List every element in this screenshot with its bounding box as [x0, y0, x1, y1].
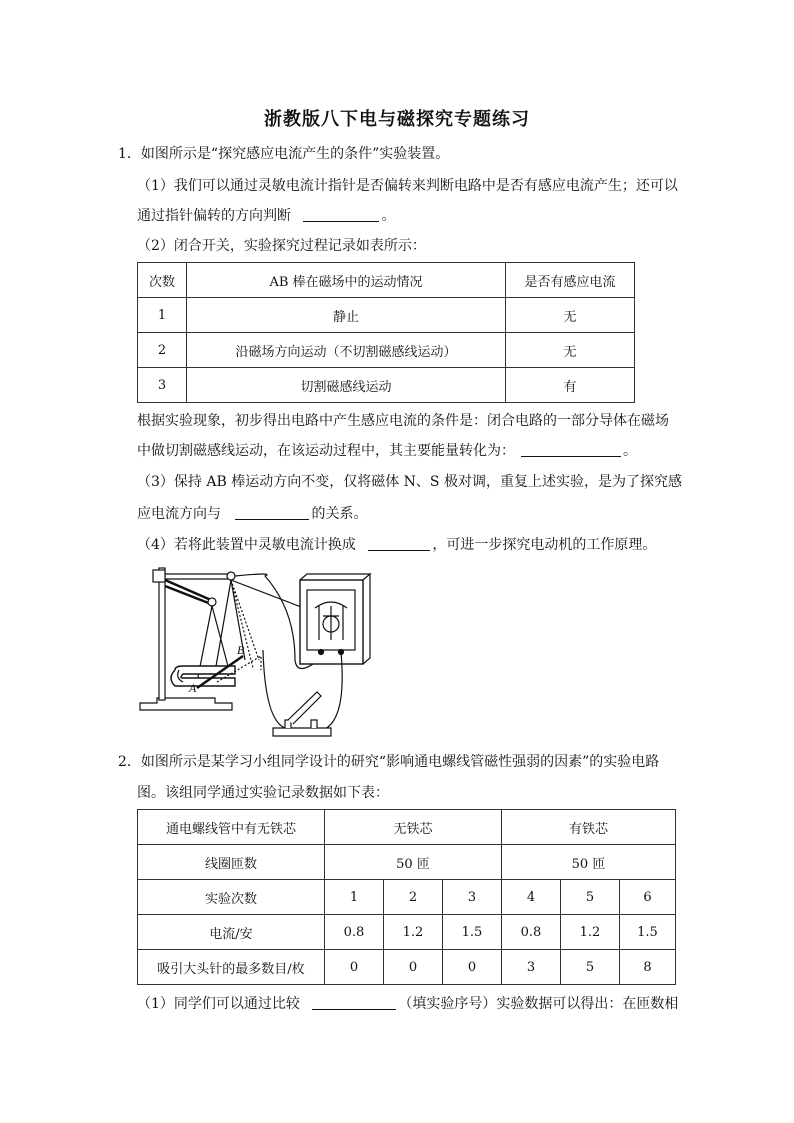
q1-part4-end: ，可进一步探究电动机的工作原理。	[432, 537, 657, 553]
table-cell: 6	[620, 880, 676, 915]
table-cell: 50 匝	[325, 845, 502, 880]
q1-table	[137, 262, 635, 403]
table-cell: 1	[325, 880, 384, 915]
table-cell: 3	[138, 368, 187, 403]
induction-apparatus-figure	[135, 560, 375, 745]
table-cell: 5	[561, 950, 620, 985]
table-header-cell: 通电螺线管中有无铁芯	[138, 810, 325, 845]
q1-conclusion-line2-text: 中做切割磁感线运动，在该运动过程中，其主要能量转化为：	[137, 443, 515, 459]
table-cell: 3	[443, 880, 502, 915]
answer-blank[interactable]	[368, 536, 430, 551]
q2-table	[137, 809, 676, 985]
table-cell: 0	[443, 950, 502, 985]
q1-part1-line2-end: 。	[381, 208, 396, 224]
table-cell: 4	[502, 880, 561, 915]
table-cell: 电流/安	[138, 915, 325, 950]
switch-base	[273, 728, 331, 736]
table-header-cell: 次数	[138, 263, 187, 298]
table-cell: 1.2	[561, 915, 620, 950]
q1-part1-line1: （1）我们可以通过灵敏电流计指针是否偏转来判断电路中是否有感应电流产生；还可以	[137, 178, 678, 194]
q2-part1-text: （1）同学们可以通过比较	[137, 996, 300, 1012]
q2-stem-line1: 2．如图所示是某学习小组同学设计的研究“影响通电螺线管磁性强弱的因素”的实验电路	[118, 754, 660, 770]
table-row	[138, 333, 635, 368]
wire-switch-left	[263, 650, 285, 728]
table-header-cell: 有铁芯	[502, 810, 676, 845]
table-cell: 1.5	[443, 915, 502, 950]
table-cell: 切割磁感线运动	[187, 368, 506, 403]
q2-part1-end: （填实验序号）实验数据可以得出：在匝数相	[398, 996, 679, 1012]
q1-part3-line2-text: 应电流方向与	[137, 506, 221, 522]
table-header-cell: AB 棒在磁场中的运动情况	[187, 263, 506, 298]
table-row	[138, 880, 676, 915]
q1-part3-line2-end: 的关系。	[311, 506, 368, 522]
table-cell: 实验次数	[138, 880, 325, 915]
table-cell: 1	[138, 298, 187, 333]
table-cell: 2	[384, 880, 443, 915]
answer-blank[interactable]	[521, 442, 621, 457]
table-cell: 静止	[187, 298, 506, 333]
table-cell: 3	[502, 950, 561, 985]
pivot-left	[208, 598, 216, 606]
table-header-cell: 是否有感应电流	[506, 263, 635, 298]
q1-part4	[137, 535, 656, 555]
q1-part1-line2	[137, 206, 395, 226]
answer-blank[interactable]	[235, 505, 309, 520]
table-row	[138, 368, 635, 403]
table-row	[138, 845, 676, 880]
label-a: A	[189, 681, 197, 695]
answer-blank[interactable]	[312, 995, 396, 1010]
page-title: 浙教版八下电与磁探究专题练习	[264, 109, 530, 130]
q1-conclusion-line1: 根据实验现象，初步得出电路中产生感应电流的条件是：闭合电路的一部分导体在磁场	[137, 413, 669, 429]
table-cell: 线圈匝数	[138, 845, 325, 880]
table-row	[138, 915, 676, 950]
table-cell: 有	[506, 368, 635, 403]
table-cell: 无	[506, 333, 635, 368]
table-cell: 0	[325, 950, 384, 985]
table-cell: 0	[384, 950, 443, 985]
table-row	[138, 298, 635, 333]
q1-part1-line2-text: 通过指针偏转的方向判断	[137, 208, 291, 224]
stand-rod	[159, 568, 165, 700]
label-b: B	[237, 643, 245, 657]
table-cell: 8	[620, 950, 676, 985]
q1-part4-text: （4）若将此装置中灵敏电流计换成	[137, 537, 356, 553]
dashed-wires	[231, 580, 259, 668]
table-cell: 5	[561, 880, 620, 915]
q2-stem-line2: 图。该组同学通过实验记录数据如下表：	[137, 785, 389, 801]
q2-part1	[137, 994, 678, 1014]
table-cell: 1.2	[384, 915, 443, 950]
table-header-cell: 无铁芯	[325, 810, 502, 845]
table-cell: 1.5	[620, 915, 676, 950]
table-cell: 沿磁场方向运动（不切割磁感线运动）	[187, 333, 506, 368]
q1-conclusion-line2-end: 。	[623, 443, 637, 459]
table-row	[138, 810, 676, 845]
table-cell: 吸引大头针的最多数目/枚	[138, 950, 325, 985]
table-row	[138, 263, 635, 298]
table-cell: 2	[138, 333, 187, 368]
table-cell: 0.8	[502, 915, 561, 950]
table-cell: 50 匝	[502, 845, 676, 880]
table-cell: 无	[506, 298, 635, 333]
switch-lever	[288, 692, 321, 724]
diagonal-arm	[165, 580, 211, 604]
terminal-left	[319, 650, 324, 655]
q1-part3-line2	[137, 504, 367, 524]
q1-stem: 1．如图所示是“探究感应电流产生的条件”实验装置。	[118, 146, 450, 162]
stand-clamp	[153, 570, 165, 582]
table-cell: 0.8	[325, 915, 384, 950]
q1-part2-text: （2）闭合开关，实验探究过程记录如表所示：	[137, 238, 426, 254]
stand-base	[140, 698, 232, 710]
table-row	[138, 950, 676, 985]
q1-conclusion-line2	[137, 441, 637, 461]
pivot-right	[227, 572, 235, 580]
answer-blank[interactable]	[303, 207, 379, 222]
q1-part3-line1: （3）保持 AB 棒运动方向不变，仅将磁体 N、S 极对调，重复上述实验，是为了探究感	[137, 474, 682, 490]
